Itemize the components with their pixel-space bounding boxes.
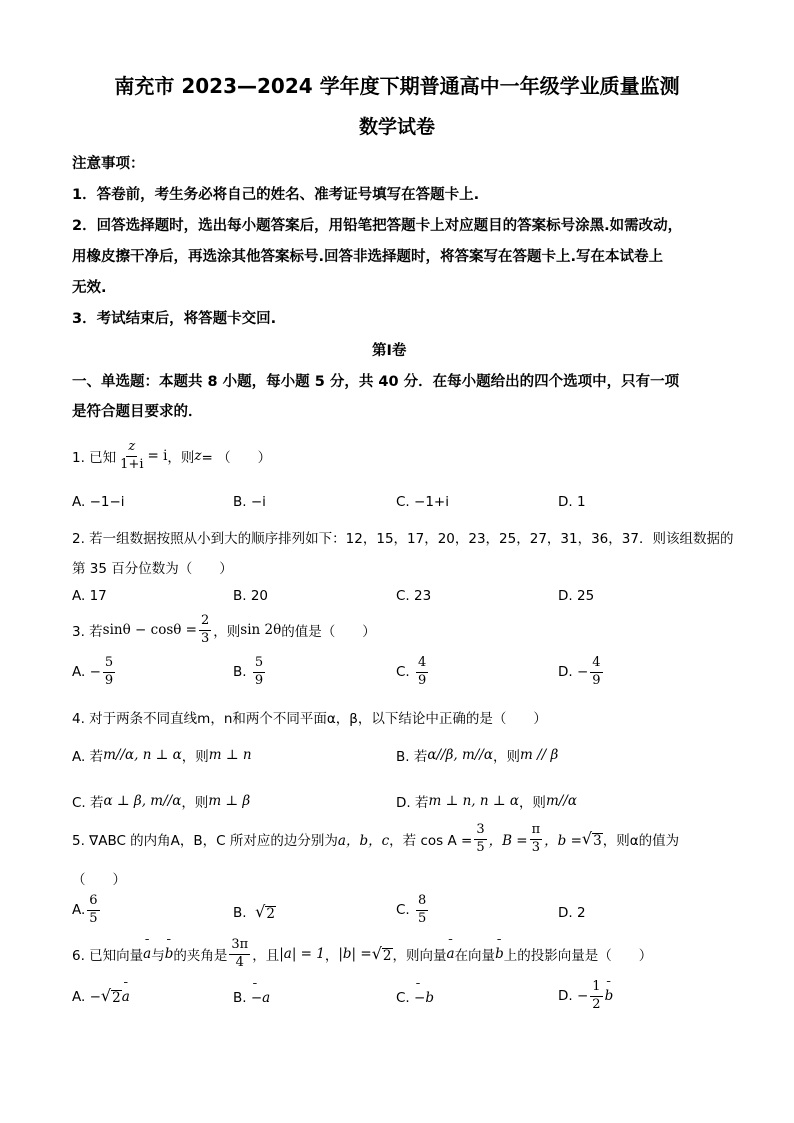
- q5-b-den: 3: [531, 839, 541, 855]
- q6-option-d: [558, 980, 613, 1013]
- q4-opt-d-label: D. 若: [396, 795, 429, 811]
- q6-angle-frac: [229, 938, 250, 971]
- q4-option-a: [72, 745, 252, 765]
- q5-opt-c-label: C.: [396, 902, 410, 919]
- q5-cond1: ，若 cos A =: [389, 833, 473, 850]
- q3-opt-a-sign: −: [89, 664, 101, 681]
- q6-with: 与: [151, 948, 165, 965]
- q4-opt-c-label: C. 若: [72, 795, 104, 811]
- q5-sqrt-value: 3: [593, 832, 602, 849]
- q3-opt-c-num: 4: [416, 656, 428, 673]
- q4-opt-c-result: m ⊥ β: [208, 793, 251, 809]
- q6-vec-b: ¯ b: [165, 946, 174, 962]
- q5-option-a: [72, 894, 102, 927]
- q4-opt-c-cond: α ⊥ β, m//α: [103, 793, 182, 809]
- q1-eq-rhs: = i: [147, 448, 168, 465]
- q6-opt-a-rad: 2: [112, 990, 121, 1006]
- q3-opt-c-label: C.: [396, 664, 410, 681]
- q3-opt-b-frac: [253, 656, 265, 689]
- q4-opt-b-then: ，则: [492, 749, 520, 765]
- question-2-line-2: 第 35 百分位数为（ ）: [72, 561, 233, 577]
- q3-frac-num: 2: [199, 614, 211, 631]
- q6-mid1: ，且: [252, 948, 280, 965]
- q6-opt-d-den: 2: [592, 996, 601, 1012]
- q6-norm-b-value: 2: [382, 947, 392, 964]
- q1-frac-den: 1+i: [120, 456, 144, 472]
- q6-opt-a-label: A.: [72, 988, 86, 1005]
- part-label: 第Ⅰ卷: [372, 343, 407, 359]
- q5-prefix: 5. ∇ABC 的内角A，B，C 所对应的边分别为: [72, 833, 338, 850]
- q3-option-b: [233, 656, 267, 689]
- q3-prefix: 3. 若: [72, 624, 103, 641]
- question-1-stem: [72, 440, 271, 473]
- q3-opt-a-num: 5: [103, 656, 115, 673]
- q3-expr: sinθ − cosθ =: [102, 622, 197, 639]
- q4-opt-c-then: ，则: [181, 795, 209, 811]
- q6-opt-a-sqrt: [101, 988, 122, 1006]
- q6-suffix: 上的投影向量是（ ）: [503, 948, 653, 965]
- q3-opt-c-frac: [416, 656, 428, 689]
- q5-suffix: ，则α的值为: [602, 833, 680, 850]
- q6-vec-b-2: ¯ b: [495, 946, 504, 962]
- q6-opt-b-label: B.: [233, 990, 247, 1006]
- question-5-stem: [72, 823, 679, 856]
- q6-opt-d-vec: ¯ b: [605, 988, 614, 1004]
- q1-option-d: D. 1: [558, 494, 586, 510]
- q1-option-c: C. −1+i: [396, 494, 449, 510]
- q5-sqrt: [581, 828, 603, 849]
- question-2-line-1: 2. 若一组数据按照从小到大的顺序排列如下：12，15，17，20，23，25，27，31，36，37．则该组数据的: [72, 531, 734, 547]
- q5-sqrt-icon: √: [581, 828, 593, 848]
- q6-opt-a-sqrt-icon: √: [100, 986, 112, 1005]
- q6-on: 在向量: [454, 948, 496, 965]
- q5-b-frac: [530, 823, 543, 856]
- note-item-2-line-3: 无效.: [72, 280, 107, 296]
- q4-opt-b-label: B. 若: [396, 749, 428, 765]
- q5-option-c: [396, 894, 430, 927]
- q4-opt-a-result: m ⊥ n: [208, 747, 252, 763]
- q5-cos-num: 3: [474, 823, 486, 840]
- q3-option-a: [72, 656, 117, 689]
- q4-opt-d-result: m//α: [545, 793, 577, 809]
- section-instructions-line-2: 是符合题目要求的．: [72, 404, 203, 420]
- q6-norm-a: |a| = 1: [279, 946, 325, 963]
- q5-sides: a，b，c: [337, 833, 390, 850]
- q5-cos-den: 5: [476, 839, 485, 855]
- q6-prefix: 6. 已知向量: [72, 948, 144, 965]
- q5-opt-b-sqrt: [255, 904, 276, 922]
- q6-option-c: [396, 990, 434, 1006]
- q6-option-a: [72, 988, 130, 1006]
- q6-mid3: ，则向量: [392, 948, 447, 965]
- q6-norm-b-sqrt: [371, 943, 393, 964]
- q3-option-d: [558, 656, 605, 689]
- question-6-stem: [72, 938, 652, 971]
- q6-vec-a: ¯ a: [143, 946, 151, 962]
- question-4-stem: 4. 对于两条不同直线m，n和两个不同平面α，β，以下结论中正确的是（ ）: [72, 711, 547, 727]
- q5-cond2: ，B =: [488, 833, 528, 850]
- q6-opt-b-val: ¯ −a: [251, 990, 270, 1006]
- q5-opt-b-sqrt-icon: √: [255, 902, 266, 921]
- q3-expr2: sin 2θ: [240, 622, 282, 639]
- q6-vec-a-2: ¯ a: [447, 946, 455, 962]
- q6-opt-c-val: ¯ −b: [414, 990, 434, 1006]
- q4-opt-b-cond: α//β, m//α: [427, 747, 493, 763]
- q3-opt-b-label: B.: [233, 664, 247, 681]
- q6-ang-den: 4: [235, 954, 244, 970]
- q6-opt-d-sign: −: [576, 988, 589, 1005]
- q5-opt-b-label: B.: [233, 904, 247, 921]
- q4-opt-d-then: ，则: [518, 795, 546, 811]
- notes-heading: 注意事项：: [72, 156, 145, 172]
- q5-option-d: D. 2: [558, 905, 586, 921]
- q4-opt-d-cond: m ⊥ n, n ⊥ α: [428, 793, 519, 809]
- q6-opt-d-label: D.: [558, 988, 573, 1005]
- q6-sqrt-icon: √: [371, 943, 382, 963]
- q4-opt-b-result: m // β: [519, 747, 559, 763]
- q5-opt-a-frac: [87, 894, 99, 927]
- q4-opt-a-cond: m//α, n ⊥ α: [103, 747, 182, 763]
- q3-opt-c-den: 9: [418, 672, 427, 688]
- q3-opt-b-den: 9: [254, 672, 264, 688]
- q4-option-b: [396, 745, 558, 765]
- q2-option-a: A. 17: [72, 588, 107, 604]
- q2-option-b: B. 20: [233, 588, 269, 604]
- q5-b-num: π: [530, 823, 543, 840]
- q5-opt-a-label: A.: [72, 902, 86, 919]
- q3-opt-b-num: 5: [253, 656, 265, 673]
- q5-opt-a-num: 6: [87, 894, 99, 911]
- q4-opt-a-label: A. 若: [72, 749, 104, 765]
- q6-ang-num: 3π: [229, 938, 250, 955]
- q3-frac-den: 3: [200, 630, 210, 646]
- q6-opt-a-sign: −: [89, 988, 101, 1005]
- q3-opt-d-den: 9: [592, 672, 601, 688]
- q5-opt-c-frac: [416, 894, 428, 927]
- q1-frac-num: z: [126, 440, 137, 457]
- q3-suffix: 的值是（ ）: [281, 624, 376, 641]
- q6-opt-c-label: C.: [396, 990, 410, 1006]
- q6-opt-d-frac: [590, 980, 602, 1013]
- note-item-2-line-2: 用橡皮擦干净后，再选涂其他答案标号.回答非选择题时，将答案写在答题卡上.写在本试卷上: [72, 249, 664, 265]
- q5-opt-c-num: 8: [416, 894, 428, 911]
- question-5-line-2: （ ）: [72, 872, 126, 888]
- question-3-stem: [72, 614, 376, 647]
- q3-opt-a-frac: [103, 656, 115, 689]
- q5-cos-frac: [474, 823, 486, 856]
- q1-option-b: B. −i: [233, 494, 266, 510]
- q6-opt-a-vec: ¯ a: [122, 989, 130, 1005]
- q4-opt-a-then: ，则: [181, 749, 209, 765]
- q1-var: z: [194, 448, 202, 465]
- note-item-2-line-1: 2．回答选择题时，选出每小题答案后，用铅笔把答题卡上对应题目的答案标号涂黑.如需改动，: [72, 218, 683, 234]
- q3-opt-d-num: 4: [590, 656, 602, 673]
- q5-cond3: ，b =: [544, 833, 582, 850]
- q6-angle-text: 的夹角是: [173, 948, 228, 965]
- q5-opt-a-den: 5: [89, 910, 98, 926]
- q3-option-c: [396, 656, 430, 689]
- section-instructions-line-1: 一、单选题：本题共 8 小题，每小题 5 分，共 40 分．在每小题给出的四个选项中，只有一项: [72, 374, 680, 390]
- q1-prefix: 1. 已知: [72, 450, 117, 467]
- q3-opt-d-label: D.: [558, 664, 573, 681]
- note-item-3: 3．考试结束后，将答题卡交回.: [72, 311, 277, 327]
- q3-opt-d-sign: −: [576, 664, 589, 681]
- q1-middle: ，则: [167, 450, 195, 467]
- q6-opt-d-num: 1: [590, 980, 602, 997]
- q2-option-d: D. 25: [558, 588, 595, 604]
- q6-option-b: [233, 990, 270, 1006]
- q2-option-c: C. 23: [396, 588, 432, 604]
- q4-option-d: [396, 791, 577, 811]
- q5-opt-b-value: 2: [266, 906, 275, 922]
- q3-opt-d-frac: [590, 656, 602, 689]
- q1-option-a: A. −1−i: [72, 494, 125, 510]
- q3-opt-a-label: A.: [72, 664, 86, 681]
- q5-opt-c-den: 5: [418, 910, 427, 926]
- note-item-1: 1．答卷前，考生务必将自己的姓名、准考证号填写在答题卡上.: [72, 187, 480, 203]
- q3-middle: ，则: [213, 624, 241, 641]
- exam-title: 南充市 2023—2024 学年度下期普通高中一年级学业质量监测: [114, 74, 680, 98]
- q1-suffix: = （ ）: [201, 450, 272, 467]
- q4-option-c: [72, 791, 250, 811]
- q3-opt-a-den: 9: [104, 672, 114, 688]
- exam-subtitle: 数学试卷: [358, 116, 435, 138]
- q1-fraction: [118, 440, 145, 473]
- q6-mid2: ，: [324, 948, 339, 965]
- q6-norm-b: |b| =: [338, 946, 372, 963]
- q3-fraction: [199, 614, 211, 647]
- q5-option-b: [233, 904, 276, 922]
